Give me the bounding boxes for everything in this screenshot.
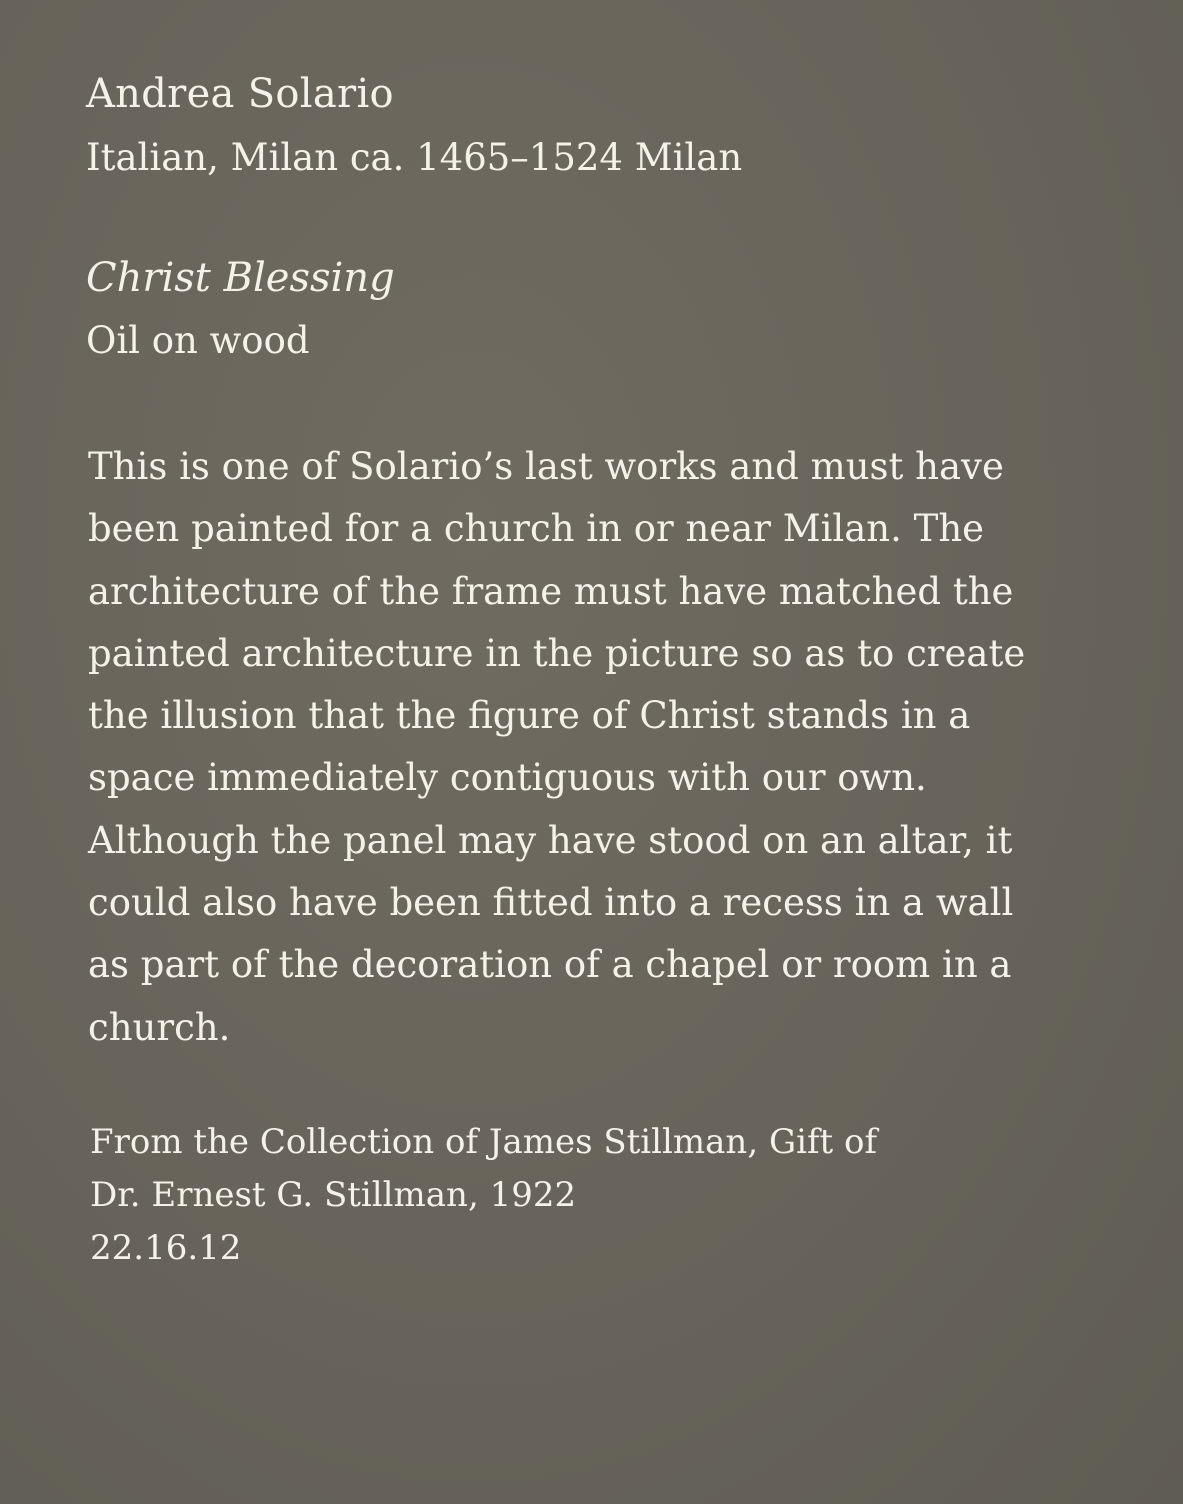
artist-name: Andrea Solario bbox=[86, 71, 394, 117]
description-line: been painted for a church in or near Milan. The bbox=[88, 507, 985, 551]
accession-number: 22.16.12 bbox=[90, 1228, 242, 1268]
description-line: as part of the decoration of a chapel or room in a bbox=[88, 943, 1012, 987]
artwork-medium: Oil on wood bbox=[86, 319, 310, 362]
description-line: Although the panel may have stood on an altar, it bbox=[88, 818, 1013, 862]
description-line: architecture of the frame must have matched the bbox=[88, 569, 1014, 613]
credit-line-1: From the Collection of James Stillman, Gift of bbox=[90, 1122, 878, 1162]
description-line: church. bbox=[88, 1005, 231, 1049]
description-line: This is one of Solario’s last works and must have bbox=[88, 445, 1004, 488]
description-line: space immediately contiguous with our own. bbox=[88, 756, 927, 800]
artwork-title: Christ Blessing bbox=[86, 255, 395, 301]
artist-nationality-dates: Italian, Milan ca. 1465–1524 Milan bbox=[86, 136, 743, 179]
description-line: the illusion that the figure of Christ stands in a bbox=[88, 694, 971, 738]
description-line: could also have been fitted into a recess in a wall bbox=[88, 881, 1014, 925]
description-line: painted architecture in the picture so as to create bbox=[88, 631, 1026, 675]
credit-line-2: Dr. Ernest G. Stillman, 1922 bbox=[90, 1175, 577, 1215]
credit-line bbox=[90, 1116, 877, 1275]
description-paragraph bbox=[88, 436, 1025, 1059]
